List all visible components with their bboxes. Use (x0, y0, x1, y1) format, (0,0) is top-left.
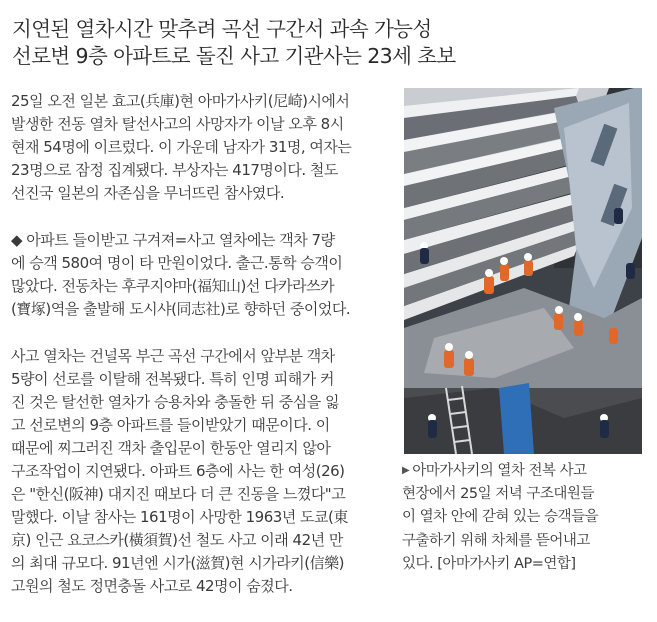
text-line: 사고 열차는 건널목 부근 곡선 구간에서 앞부분 객차 (11, 347, 335, 365)
text-line: 때문에 찌그러진 객차 출입문이 한동안 열리지 않아 (11, 439, 331, 457)
text-line: 발생한 전동 열차 탈선사고의 사망자가 이날 오후 8시 (11, 115, 344, 133)
caption-line-5: 있다. [아마가사키 AP=연합] (402, 556, 576, 572)
article-body (11, 90, 401, 622)
text-line: 말했다. 이날 참사는 161명이 사망한 1963년 도쿄(東 (11, 508, 348, 526)
photo-caption (402, 459, 650, 577)
headline (12, 16, 642, 70)
text-line: 에 승객 580여 명이 타 만원이었다. 출근.통학 승객이 (11, 254, 343, 272)
text-line: 은 "한신(阪神) 대지진 때보다 더 큰 진동을 느꼈다"고 (11, 485, 346, 503)
paragraph-3 (11, 345, 401, 598)
paragraph-2 (11, 229, 401, 321)
headline-line-2: 선로변 9층 아파트로 돌진 사고 기관사는 23세 초보 (12, 44, 456, 68)
headline-line-1: 지연된 열차시간 맞추려 곡선 구간서 과속 가능성 (12, 17, 432, 41)
text-line: 선진국 일본의 자존심을 무너뜨린 참사였다. (11, 184, 285, 202)
caption-text: 아마가사키의 열차 전복 사고 (412, 463, 587, 479)
text-line: 25일 오전 일본 효고(兵庫)현 아마가사키(尼崎)시에서 (11, 92, 350, 110)
text-line: 5량이 선로를 이탈해 전복됐다. 특히 인명 피해가 커 (11, 370, 334, 388)
text-line: ◆ 아파트 들이받고 구겨져=사고 열차에는 객차 7량 (11, 231, 335, 249)
caption-marker: ▶ (402, 465, 410, 476)
text-line: 많았다. 전동차는 후쿠지야마(福知山)선 다카라쓰카 (11, 277, 335, 295)
text-line: 의 최대 규모다. 91년엔 시가(滋賀)현 시가라키(信樂) (11, 554, 344, 572)
caption-line-1 (402, 459, 650, 483)
text-line: 현재 54명에 이르렀다. 이 가운데 남자가 31명, 여자는 (11, 138, 352, 156)
paragraph-1 (11, 90, 401, 205)
text-line: 고원의 철도 정면충돌 사고로 42명이 숨졌다. (11, 577, 293, 595)
text-line: 진 것은 탈선한 열차가 승용차와 충돌한 뒤 중심을 잃 (11, 393, 339, 411)
text-line: 京) 인근 요코스카(橫須賀)선 철도 사고 이래 42년 만 (11, 531, 343, 549)
text-line: 구조작업이 지연됐다. 아파트 6층에 사는 한 여성(26) (11, 462, 345, 480)
text-line: 23명으로 잠정 집계됐다. 부상자는 417명이다. 철도 (11, 161, 338, 179)
news-photo (404, 88, 642, 454)
caption-line-4: 구출하기 위해 차체를 뜯어내고 (402, 532, 590, 549)
news-photo-illustration (404, 88, 642, 454)
caption-line-2: 현장에서 25일 저녁 구조대원들 (402, 485, 594, 502)
text-line: 고 선로변의 9층 아파트를 들이받았기 때문이다. 이 (11, 416, 330, 434)
text-line: (寶塚)역을 출발해 도시샤(同志社)로 향하던 중이었다. (11, 300, 351, 318)
caption-line-3: 이 열차 안에 갇혀 있는 승객들을 (402, 509, 599, 525)
